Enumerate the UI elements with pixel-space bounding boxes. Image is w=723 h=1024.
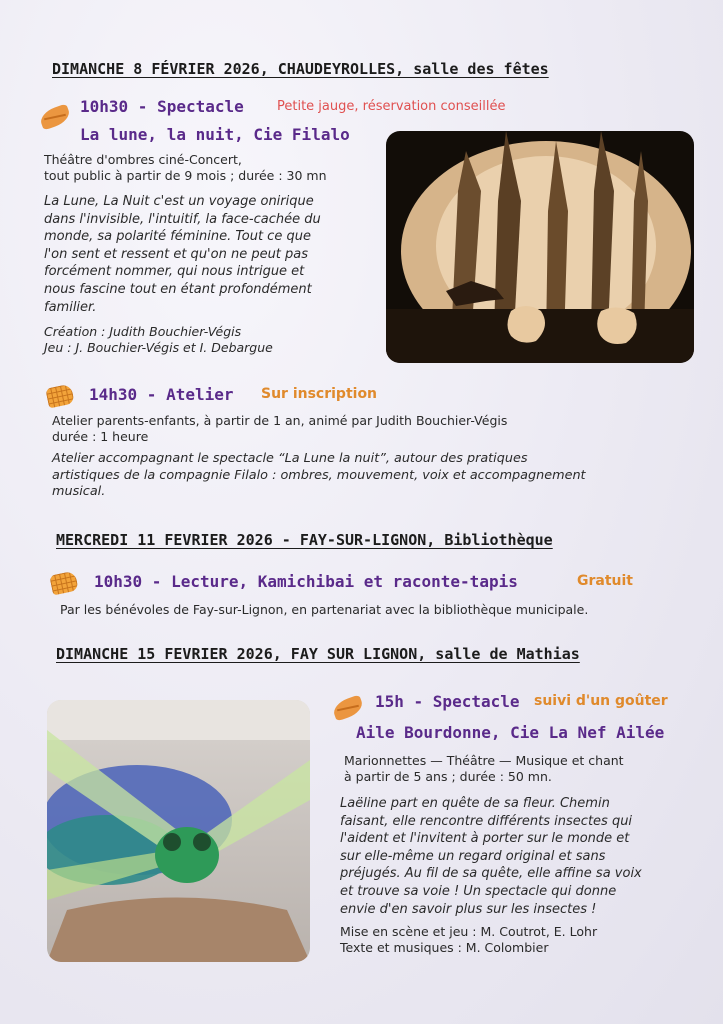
info-line: Théâtre d'ombres ciné-Concert,	[44, 152, 242, 167]
desc-line: monde, sa polarité féminine. Tout ce que	[44, 229, 311, 245]
event1-heading: DIMANCHE 8 FÉVRIER 2026, CHAUDEYROLLES, salle des fêtes	[52, 60, 549, 78]
leaf-icon	[38, 103, 72, 130]
desc-line: artistiques de la compagnie Filalo : ombres, mouvement, voix et accompagnement	[52, 467, 586, 483]
desc-line: musical.	[52, 484, 106, 499]
desc-line: faisant, elle rencontre différents insectes qui	[340, 813, 633, 829]
event1-workshop-note: Sur inscription	[261, 386, 378, 402]
desc-line: l'on sent et ressent et qu'on ne peut pas	[44, 246, 309, 262]
waffle-icon	[45, 384, 75, 409]
credit-line: Texte et musiques : M. Colombier	[340, 940, 549, 955]
credit-line: Mise en scène et jeu : M. Coutrot, E. Lohr	[340, 924, 598, 939]
event1-show-description	[44, 193, 321, 316]
info-line: durée : 1 heure	[52, 429, 149, 444]
desc-line: préjugés. Au fil de sa quête, elle affine sa voix	[340, 866, 642, 882]
event1-workshop-time: 14h30 - Atelier	[89, 385, 234, 404]
info-line: à partir de 5 ans ; durée : 50 mn.	[344, 769, 552, 784]
credit-line: Jeu : J. Bouchier-Végis et I. Debargue	[44, 340, 273, 355]
info-line: Marionnettes — Théâtre — Musique et chant	[344, 753, 624, 768]
leaf-icon	[331, 694, 365, 721]
event3-credits	[340, 924, 597, 956]
desc-line: l'aident et l'invitent à porter sur le monde et	[340, 831, 630, 847]
dragonfly-puppet-photo	[47, 700, 310, 962]
desc-line: familier.	[44, 299, 97, 315]
waffle-icon	[49, 571, 79, 596]
desc-line: envie d'en savoir plus sur les insectes !	[340, 901, 597, 917]
info-line: Atelier parents-enfants, à partir de 1 an, animé par Judith Bouchier-Végis	[52, 413, 508, 428]
event3-heading: DIMANCHE 15 FEVRIER 2026, FAY SUR LIGNON, salle de Mathias	[56, 645, 580, 663]
event1-show-note: Petite jauge, réservation conseillée	[277, 99, 506, 114]
event1-workshop-info	[52, 413, 507, 445]
event1-workshop-description	[52, 451, 586, 501]
desc-line: Atelier accompagnant le spectacle “La Lune la nuit”, autour des pratiques	[52, 451, 528, 466]
event1-show-info	[44, 152, 327, 184]
desc-line: et trouve sa voie ! Un spectacle qui donne	[340, 883, 617, 899]
credit-line: Création : Judith Bouchier-Végis	[44, 324, 242, 339]
event2-heading: MERCREDI 11 FEVRIER 2026 - FAY-SUR-LIGNON, Bibliothèque	[56, 531, 553, 549]
desc-line: nous fascine tout en étant profondément	[44, 281, 312, 297]
shadow-theatre-photo	[386, 131, 694, 363]
event2-info: Par les bénévoles de Fay-sur-Lignon, en partenariat avec la bibliothèque municipale.	[60, 602, 589, 617]
desc-line: forcément nommer, qui nous intrigue et	[44, 264, 305, 280]
event3-title: Aile Bourdonne, Cie La Nef Ailée	[356, 723, 665, 742]
desc-line: dans l'invisible, l'intuitif, la face-cachée du	[44, 211, 321, 227]
event3-info	[344, 753, 624, 785]
event2-note: Gratuit	[577, 573, 633, 589]
event3-note: suivi d'un goûter	[534, 693, 668, 709]
desc-line: Laëline part en quête de sa fleur. Chemin	[340, 796, 610, 811]
desc-line: La Lune, La Nuit c'est un voyage onirique	[44, 194, 314, 209]
info-line: tout public à partir de 9 mois ; durée : 30 mn	[44, 168, 327, 183]
event1-show-credits	[44, 324, 273, 356]
event3-description	[340, 795, 642, 918]
event2-time: 10h30 - Lecture, Kamichibai et raconte-tapis	[94, 572, 518, 591]
event3-time: 15h - Spectacle	[375, 692, 520, 711]
event1-show-title: La lune, la nuit, Cie Filalo	[80, 125, 350, 144]
desc-line: sur elle-même un regard original et sans	[340, 848, 606, 864]
event1-show-time: 10h30 - Spectacle	[80, 97, 244, 116]
